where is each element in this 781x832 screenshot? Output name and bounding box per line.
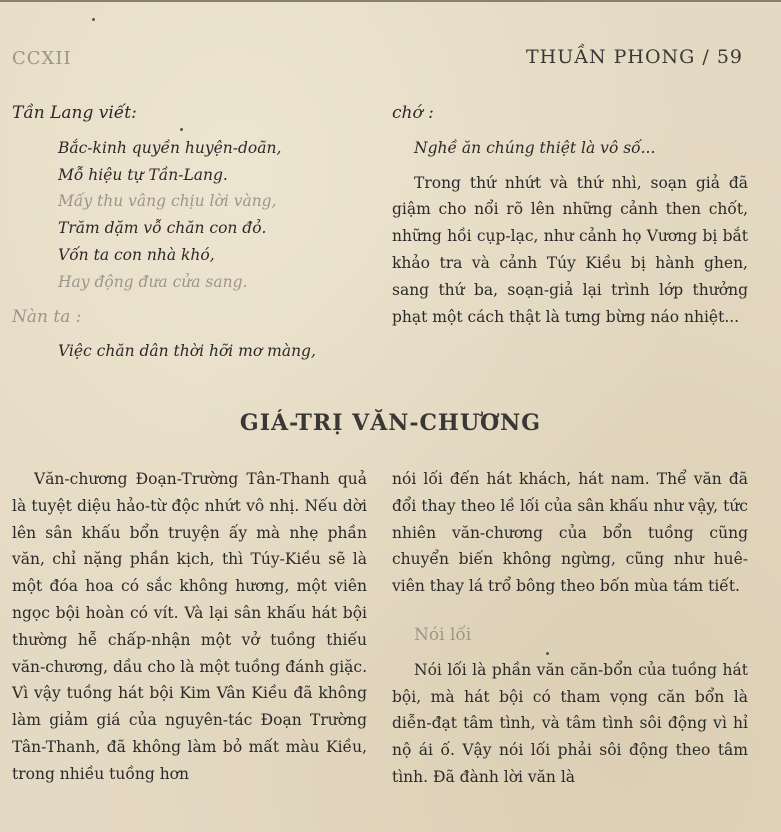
paper-speck <box>546 652 549 655</box>
paragraph: Văn-chương Đoạn-Trường Tân-Thanh quả là tuyệt diệu hảo-từ độc nhứt vô nhị. Nếu dời lên sân khấu bổn truyện ấy mà nhẹ phần văn, chỉ nặng phần kịch, thì Túy-Kiều sẽ là một đóa hoa có sắc không hương, một viên ngọc bội hoàn có vít. Và lại sân khấu hát bội thường hễ chấp-nhận một vở tuồng thiếu văn-chương, dầu cho là một tuồng đánh giặc. Vì vậy tuồng hát bội Kim Vân Kiều đã không làm giảm giá của nguyên-tác Đoạn Trường Tân-Thanh, đã không làm bỏ mất màu Kiều, trong nhiều tuồng hơn <box>12 470 367 783</box>
speaker-label-2: Nàn ta : <box>12 306 82 327</box>
paragraph: nói lối đến hát khách, hát nam. Thể văn đã đổi thay theo lề lối của sân khấu như vậy, tức nhiên văn-chương của bổn tuồng cũng chuyển biến không ngừng, cũng như huê-viên thay lá trổ bông theo bốn mùa tám tiết. <box>392 470 748 596</box>
section-title: GIÁ-TRỊ VĂN-CHƯƠNG <box>239 410 542 436</box>
subheading-noi-loi: Nói lối <box>414 624 472 645</box>
verse-line: Bắc-kinh quyền huyện-doãn, <box>58 138 282 157</box>
paper-speck <box>180 128 183 131</box>
bottom-right-column <box>392 466 748 791</box>
verse-line: Trăm dặm vỗ chăn con đỏ. <box>58 219 267 238</box>
speaker-label-tan-lang: Tần Lang viết: <box>12 103 137 123</box>
top-right-column <box>392 100 748 330</box>
verse-line: Mấy thu vâng chịu lời vàng, <box>58 192 277 211</box>
verse-line: Việc chăn dân thời hỡi mơ màng, <box>58 342 316 361</box>
top-edge-line <box>0 0 781 2</box>
verse-line: Vốn ta con nhà khó, <box>58 245 215 264</box>
paper-speck <box>92 18 95 21</box>
verse-line: Mỗ hiệu tự Tần-Lang. <box>58 165 228 184</box>
top-left-column <box>12 100 367 365</box>
running-header-right: THUẦN PHONG / 59 <box>525 46 743 68</box>
paragraph: Nói lối là phần văn căn-bổn của tuồng hát bội, mà hát bội có tham vọng căn bổn là diễn-đạt tâm tình, và tâm tình sôi động vì hỉ nộ ái ố. Vậy nói lối phải sôi động theo tâm tình. Đã đành lời văn là <box>392 660 748 786</box>
verse-line: Nghề ăn chúng thiệt là vô số... <box>414 138 656 157</box>
verse-line: Hay động đưa cửa sang. <box>58 272 248 291</box>
paragraph: Trong thứ nhứt và thứ nhì, soạn giả đã giậm cho nổi rõ lên những cảnh then chốt, những hồi cụp-lạc, như cảnh họ Vương bị bắt khảo tra và cảnh Túy Kiều bị hành ghen, sang thứ ba, soạn-giả lại trình lớp thưởng phạt một cách thật là tưng bừng náo nhiệt... <box>392 173 748 326</box>
running-header-left: CCXII <box>12 48 72 69</box>
speaker-label-cho: chớ : <box>392 103 434 123</box>
bottom-left-column <box>12 466 367 788</box>
